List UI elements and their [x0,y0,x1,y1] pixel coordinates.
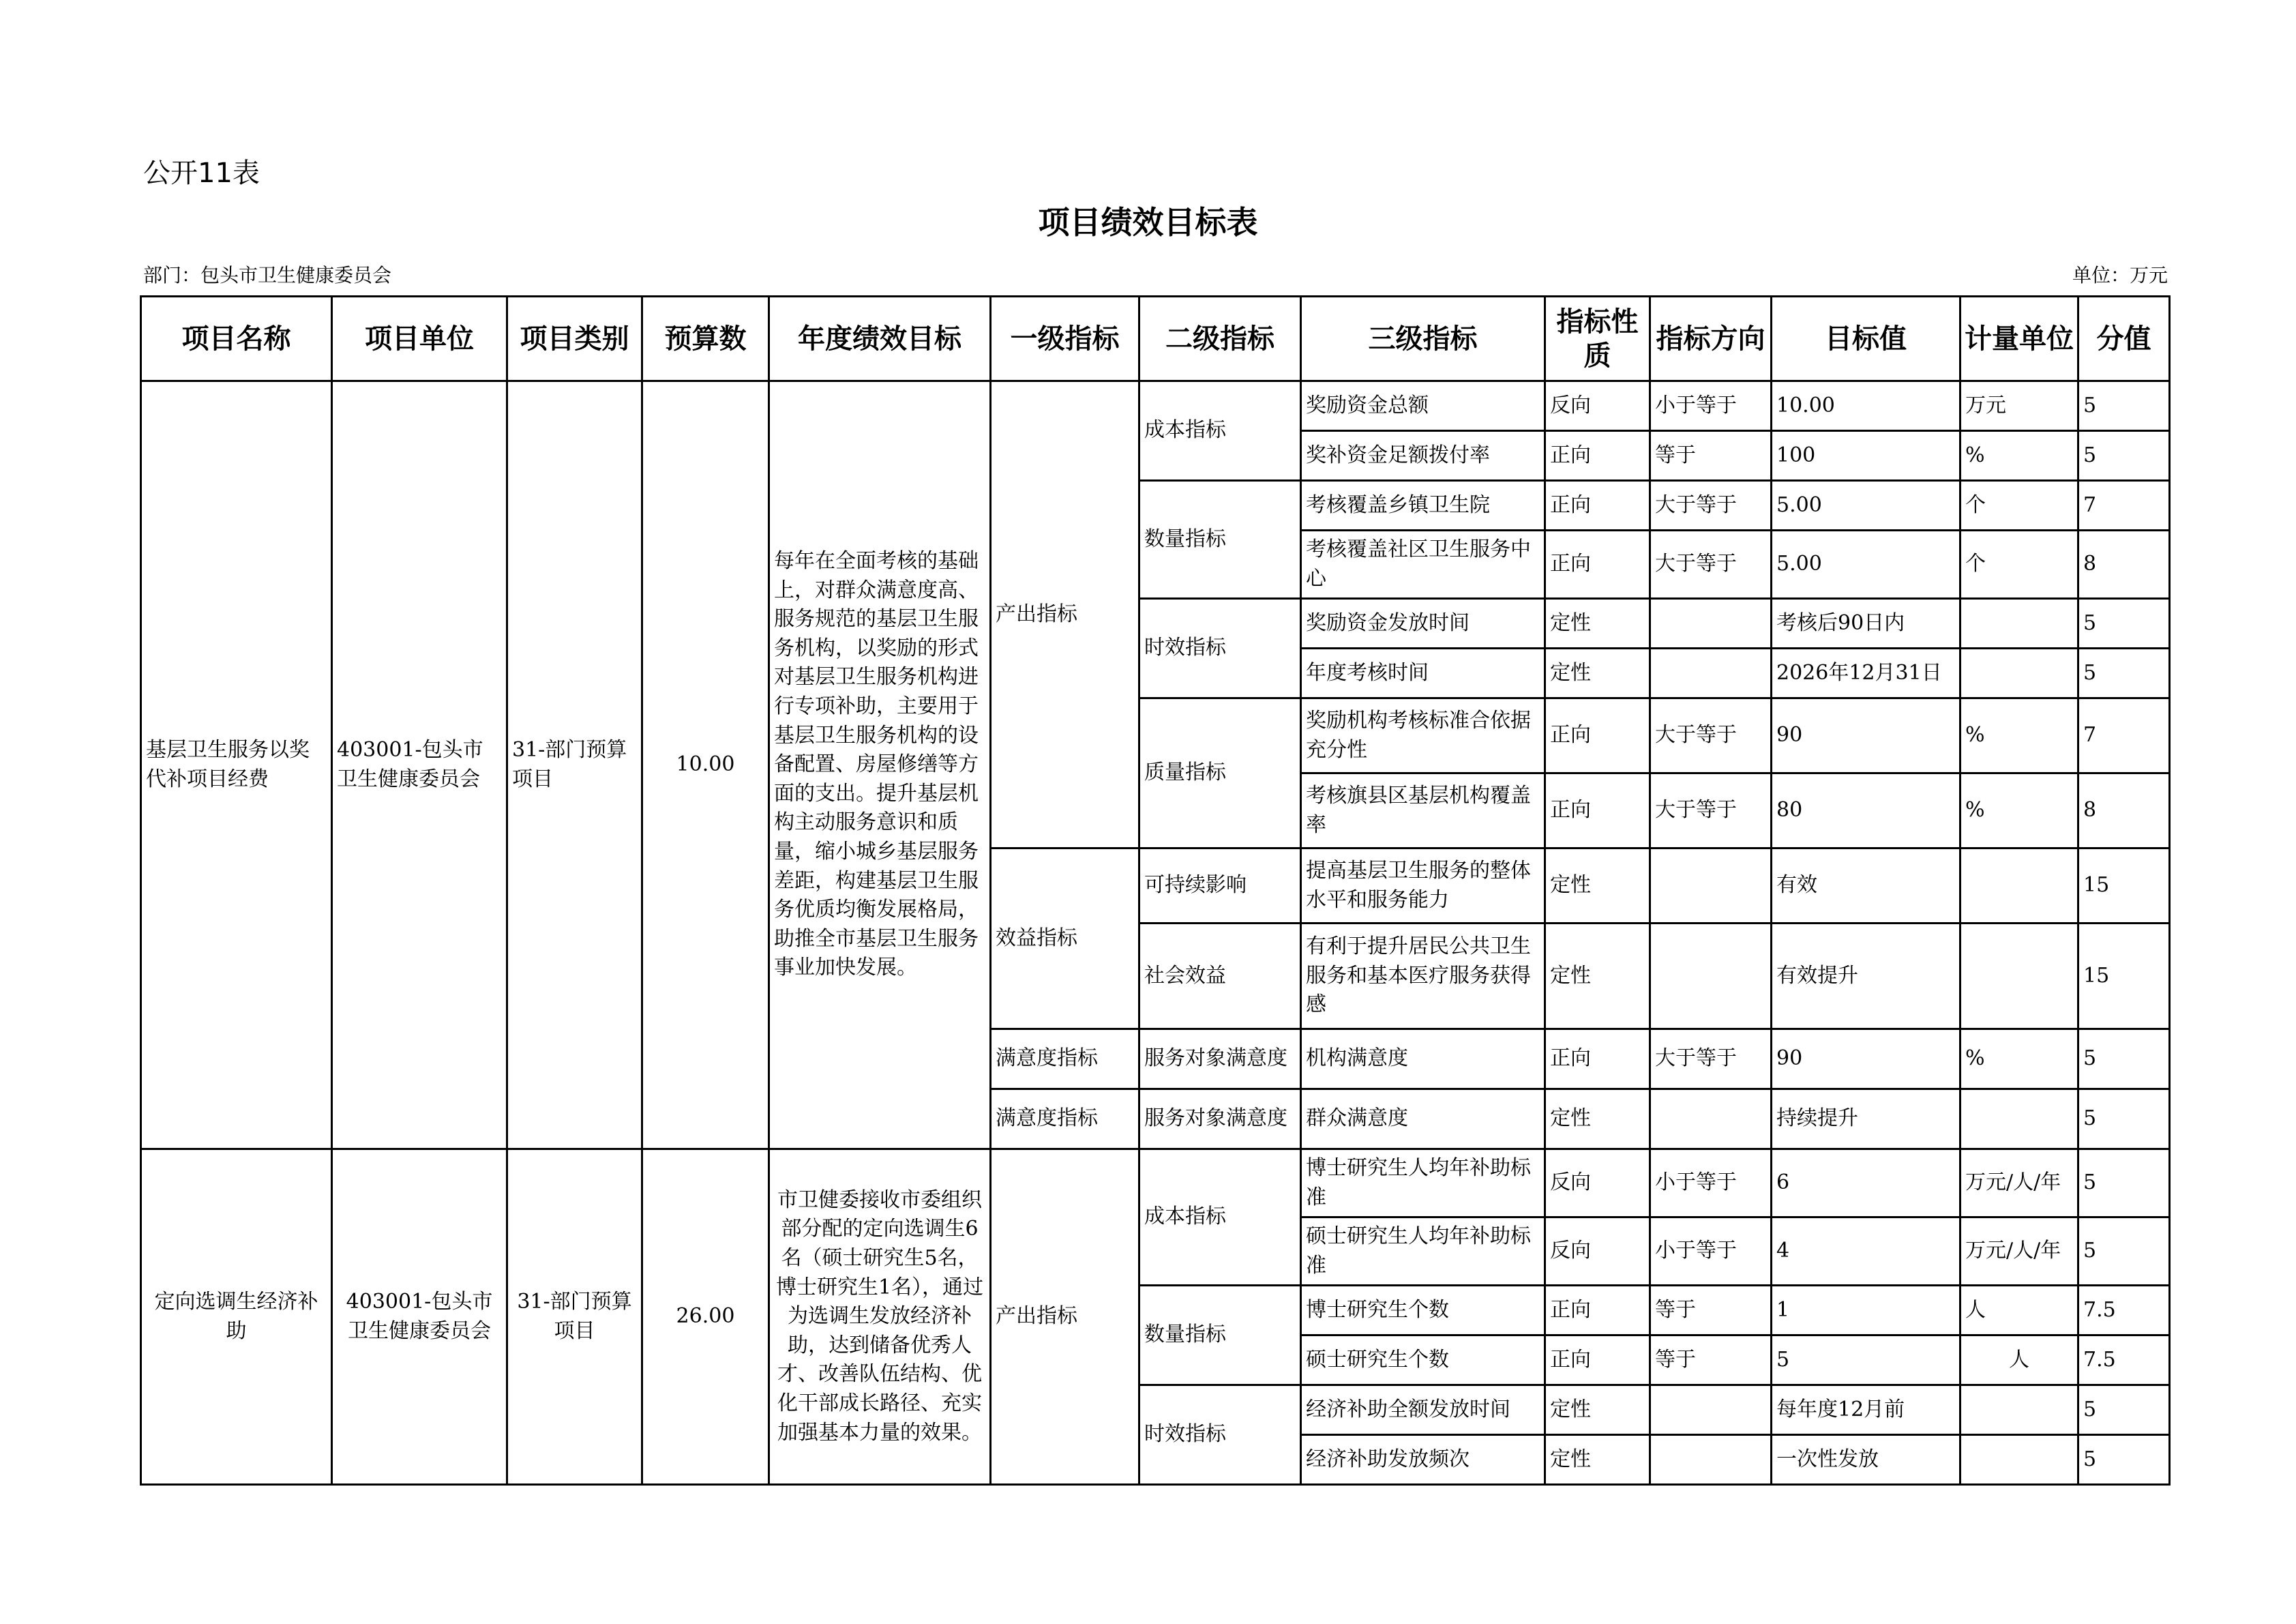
indicator-nature: 正向 [1545,698,1650,773]
target-value: 每年度12月前 [1772,1385,1960,1435]
level2-indicator: 社会效益 [1139,924,1301,1029]
score: 7.5 [2078,1286,2170,1335]
indicator-direction: 等于 [1650,431,1772,481]
target-value: 有效提升 [1772,924,1960,1029]
indicator-nature: 正向 [1545,531,1650,599]
score: 5 [2078,1217,2170,1286]
level3-indicator: 博士研究生人均年补助标准 [1301,1149,1545,1217]
indicator-nature: 定性 [1545,924,1650,1029]
header-cell: 二级指标 [1139,297,1301,381]
indicator-direction: 大于等于 [1650,531,1772,599]
target-value: 一次性发放 [1772,1435,1960,1485]
target-value: 100 [1772,431,1960,481]
indicator-nature: 反向 [1545,381,1650,431]
target-value: 有效 [1772,848,1960,924]
header-cell: 项目单位 [332,297,507,381]
level3-indicator: 经济补助发放频次 [1301,1435,1545,1485]
header-cell: 三级指标 [1301,297,1545,381]
score: 8 [2078,773,2170,848]
level1-indicator: 效益指标 [991,848,1139,1029]
measure-unit: 人 [1960,1335,2078,1385]
header-cell: 目标值 [1772,297,1960,381]
measure-unit: % [1960,773,2078,848]
indicator-direction [1650,1385,1772,1435]
score: 5 [2078,1029,2170,1089]
indicator-direction: 小于等于 [1650,1149,1772,1217]
level3-indicator: 硕士研究生人均年补助标准 [1301,1217,1545,1286]
level3-indicator: 考核覆盖社区卫生服务中心 [1301,531,1545,599]
level3-indicator: 经济补助全额发放时间 [1301,1385,1545,1435]
measure-unit: 万元 [1960,381,2078,431]
measure-unit: 万元/人/年 [1960,1217,2078,1286]
target-value: 5 [1772,1335,1960,1385]
project-goal: 市卫健委接收市委组织部分配的定向选调生6名（硕士研究生5名，博士研究生1名），通过为选调生发放经济补助，达到储备优秀人才、改善队伍结构、优化干部成长路径、充实加强基本力量的效果。 [769,1149,991,1485]
score: 5 [2078,1149,2170,1217]
indicator-nature: 正向 [1545,773,1650,848]
measure-unit [1960,924,2078,1029]
target-value: 持续提升 [1772,1089,1960,1149]
target-value: 6 [1772,1149,1960,1217]
measure-unit: % [1960,1029,2078,1089]
level2-indicator: 可持续影响 [1139,848,1301,924]
target-value: 5.00 [1772,481,1960,531]
indicator-direction: 小于等于 [1650,381,1772,431]
indicator-nature: 定性 [1545,848,1650,924]
project-category: 31-部门预算项目 [507,381,642,1149]
indicator-direction [1650,848,1772,924]
indicator-direction: 大于等于 [1650,481,1772,531]
score: 5 [2078,381,2170,431]
header-cell: 项目名称 [141,297,332,381]
indicator-nature: 定性 [1545,599,1650,649]
indicator-nature: 正向 [1545,431,1650,481]
indicator-direction [1650,924,1772,1029]
project-category: 31-部门预算项目 [507,1149,642,1485]
indicator-direction: 大于等于 [1650,698,1772,773]
measure-unit [1960,1385,2078,1435]
measure-unit [1960,1435,2078,1485]
unit-label: 单位：万元 [2072,264,2168,286]
header-cell: 指标方向 [1650,297,1772,381]
level3-indicator: 奖补资金足额拨付率 [1301,431,1545,481]
target-value: 5.00 [1772,531,1960,599]
score: 15 [2078,924,2170,1029]
target-value: 2026年12月31日 [1772,649,1960,698]
level3-indicator: 奖励资金总额 [1301,381,1545,431]
score: 8 [2078,531,2170,599]
level1-indicator: 满意度指标 [991,1089,1139,1149]
level3-indicator: 有利于提升居民公共卫生服务和基本医疗服务获得感 [1301,924,1545,1029]
project-name: 定向选调生经济补助 [141,1149,332,1485]
measure-unit: 人 [1960,1286,2078,1335]
score: 7 [2078,481,2170,531]
project-name: 基层卫生服务以奖代补项目经费 [141,381,332,1149]
level3-indicator: 年度考核时间 [1301,649,1545,698]
measure-unit [1960,848,2078,924]
measure-unit: % [1960,698,2078,773]
indicator-direction [1650,599,1772,649]
department-label: 部门：包头市卫生健康委员会 [143,264,392,286]
level2-indicator: 时效指标 [1139,1385,1301,1485]
score: 5 [2078,599,2170,649]
level3-indicator: 机构满意度 [1301,1029,1545,1089]
page-title: 项目绩效目标表 [1038,204,1258,241]
indicator-direction [1650,649,1772,698]
target-value: 1 [1772,1286,1960,1335]
indicator-nature: 定性 [1545,1089,1650,1149]
header-cell: 一级指标 [991,297,1139,381]
score: 5 [2078,649,2170,698]
header-cell: 项目类别 [507,297,642,381]
level2-indicator: 时效指标 [1139,599,1301,698]
indicator-direction: 大于等于 [1650,773,1772,848]
level2-indicator: 成本指标 [1139,1149,1301,1286]
indicator-nature: 反向 [1545,1217,1650,1286]
project-budget: 26.00 [642,1149,769,1485]
header-cell: 预算数 [642,297,769,381]
target-value: 4 [1772,1217,1960,1286]
measure-unit [1960,649,2078,698]
indicator-direction: 等于 [1650,1286,1772,1335]
level2-indicator: 成本指标 [1139,381,1301,481]
score: 5 [2078,1089,2170,1149]
header-cell: 分值 [2078,297,2170,381]
indicator-direction: 大于等于 [1650,1029,1772,1089]
measure-unit: 个 [1960,481,2078,531]
level2-indicator: 数量指标 [1139,481,1301,599]
project-unit: 403001-包头市卫生健康委员会 [332,381,507,1149]
level3-indicator: 硕士研究生个数 [1301,1335,1545,1385]
project-goal: 每年在全面考核的基础上，对群众满意度高、服务规范的基层卫生服务机构，以奖励的形式对基层卫生服务机构进行专项补助，主要用于基层卫生服务机构的设备配置、房屋修缮等方面的支出。提升基层机构主动服务意识和质量，缩小城乡基层服务差距，构建基层卫生服务优质均衡发展格局，助推全市基层卫生服务事业加快发展。 [769,381,991,1149]
score: 7 [2078,698,2170,773]
measure-unit [1960,1089,2078,1149]
level1-indicator: 满意度指标 [991,1029,1139,1089]
table-row [141,381,2170,431]
level1-indicator: 产出指标 [991,1149,1139,1485]
target-value: 90 [1772,1029,1960,1089]
indicator-nature: 正向 [1545,1335,1650,1385]
level3-indicator: 群众满意度 [1301,1089,1545,1149]
project-budget: 10.00 [642,381,769,1149]
target-value: 10.00 [1772,381,1960,431]
indicator-nature: 正向 [1545,1029,1650,1089]
level3-indicator: 博士研究生个数 [1301,1286,1545,1335]
score: 7.5 [2078,1335,2170,1385]
level2-indicator: 数量指标 [1139,1286,1301,1385]
header-row [141,297,2170,381]
level3-indicator: 奖励机构考核标准合依据充分性 [1301,698,1545,773]
measure-unit: 个 [1960,531,2078,599]
indicator-direction: 等于 [1650,1335,1772,1385]
indicator-nature: 定性 [1545,1435,1650,1485]
level1-indicator: 产出指标 [991,381,1139,848]
target-value: 90 [1772,698,1960,773]
target-value: 考核后90日内 [1772,599,1960,649]
project-unit: 403001-包头市卫生健康委员会 [332,1149,507,1485]
measure-unit [1960,599,2078,649]
level3-indicator: 考核旗县区基层机构覆盖率 [1301,773,1545,848]
target-value: 80 [1772,773,1960,848]
indicator-direction: 小于等于 [1650,1217,1772,1286]
table-id: 公开11表 [143,158,260,189]
score: 5 [2078,1435,2170,1485]
header-cell: 计量单位 [1960,297,2078,381]
measure-unit: 万元/人/年 [1960,1149,2078,1217]
level2-indicator: 服务对象满意度 [1139,1089,1301,1149]
header-cell: 指标性质 [1545,297,1650,381]
level3-indicator: 考核覆盖乡镇卫生院 [1301,481,1545,531]
level3-indicator: 提高基层卫生服务的整体水平和服务能力 [1301,848,1545,924]
indicator-nature: 反向 [1545,1149,1650,1217]
measure-unit: % [1960,431,2078,481]
indicator-nature: 正向 [1545,1286,1650,1335]
indicator-nature: 定性 [1545,649,1650,698]
table-row [141,1149,2170,1217]
indicator-nature: 定性 [1545,1385,1650,1435]
level2-indicator: 质量指标 [1139,698,1301,848]
score: 5 [2078,431,2170,481]
level2-indicator: 服务对象满意度 [1139,1029,1301,1089]
level3-indicator: 奖励资金发放时间 [1301,599,1545,649]
header-cell: 年度绩效目标 [769,297,991,381]
indicator-direction [1650,1435,1772,1485]
score: 15 [2078,848,2170,924]
indicator-nature: 正向 [1545,481,1650,531]
score: 5 [2078,1385,2170,1435]
performance-table [140,295,2171,1486]
indicator-direction [1650,1089,1772,1149]
